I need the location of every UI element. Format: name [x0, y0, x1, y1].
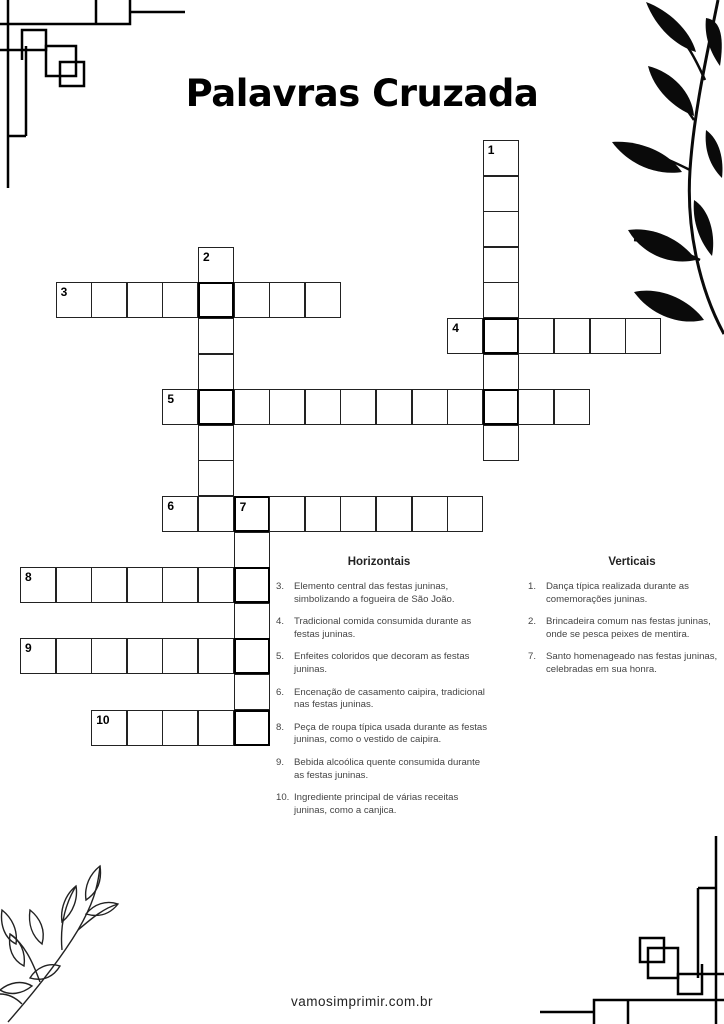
clue-number: 7	[239, 500, 247, 514]
crossword-cell[interactable]	[447, 318, 483, 354]
clue-item	[276, 687, 490, 712]
crossword-cell[interactable]	[127, 638, 163, 674]
clue-number: 5	[167, 392, 175, 407]
crossword-cell[interactable]	[483, 247, 519, 283]
page-title: Palavras Cruzada	[185, 72, 539, 115]
crossword-cell[interactable]	[198, 460, 234, 496]
clue-item-text: Brincadeira comum nas festas juninas, onde se pesca peixes de mentira.	[546, 616, 711, 640]
clue-item-number: 4.	[276, 616, 285, 628]
clue-item-number: 6.	[276, 686, 285, 698]
crossword-cell[interactable]	[590, 318, 626, 354]
clue-item-text: Bebida alcoólica quente consumida durante as festas juninas.	[294, 756, 481, 781]
crossword-cell[interactable]	[269, 496, 305, 532]
crossword-cell[interactable]	[234, 389, 270, 425]
crossword-cell[interactable]	[483, 211, 519, 247]
crossword-cell[interactable]	[56, 567, 92, 603]
clue-item-number: 3.	[276, 581, 285, 592]
crossword-cell[interactable]	[162, 282, 198, 318]
website-footer: vamosimprimir.com.br	[290, 994, 433, 1009]
clue-item	[276, 616, 490, 641]
crossword-cell[interactable]	[127, 710, 163, 746]
crossword-cell[interactable]	[447, 389, 483, 425]
crossword-cell[interactable]	[376, 496, 412, 532]
crossword-cell[interactable]	[198, 282, 234, 318]
clue-item-number: 7.	[528, 651, 537, 663]
clue-number: 9	[25, 641, 32, 656]
crossword-cell[interactable]	[340, 496, 376, 532]
clue-item-text: Elemento central das festas juninas, simbolizando a fogueira de São João.	[294, 581, 455, 605]
crossword-cell[interactable]	[234, 638, 270, 674]
crossword-cell[interactable]	[305, 282, 341, 318]
clue-item-number: 10.	[276, 792, 290, 804]
clue-item	[276, 651, 490, 676]
crossword-cell[interactable]	[554, 389, 590, 425]
clue-item-text: Peça de roupa típica usada durante as festas juninas, como o vestido de caipira.	[294, 721, 488, 746]
crossword-cell[interactable]	[234, 603, 270, 639]
clue-item	[276, 757, 490, 782]
crossword-cell[interactable]	[554, 318, 590, 354]
crossword-cell[interactable]	[269, 282, 305, 318]
crossword-cell[interactable]	[625, 318, 661, 354]
crossword-cell[interactable]	[198, 496, 234, 532]
clue-item-text: Enfeites coloridos que decoram as festas juninas.	[294, 651, 470, 675]
crossword-cell[interactable]	[234, 674, 270, 710]
clue-item-text: Tradicional comida consumida durante as festas juninas.	[294, 616, 472, 640]
crossword-cell[interactable]	[305, 389, 341, 425]
clue-item-text: Dança típica realizada durante as comemorações juninas.	[546, 581, 689, 605]
crossword-cell[interactable]	[376, 389, 412, 425]
crossword-cell[interactable]	[20, 638, 56, 674]
clue-item-text: Santo homenageado nas festas juninas, celebradas em sua honra.	[546, 651, 718, 675]
crossword-cell[interactable]	[162, 710, 198, 746]
crossword-cell[interactable]	[483, 176, 519, 212]
clue-item-number: 2.	[528, 616, 537, 628]
crossword-cell[interactable]	[483, 389, 519, 425]
crossword-cell[interactable]	[518, 389, 554, 425]
crossword-cell[interactable]	[162, 638, 198, 674]
crossword-cell[interactable]	[162, 496, 198, 532]
crossword-cell[interactable]	[198, 247, 234, 283]
clue-number: 3	[60, 285, 68, 300]
crossword-cell[interactable]	[56, 282, 92, 318]
crossword-cell[interactable]	[127, 567, 163, 603]
crossword-cell[interactable]	[91, 710, 127, 746]
clue-number: 6	[167, 499, 175, 513]
crossword-cell[interactable]	[162, 389, 198, 425]
clue-item	[276, 792, 490, 817]
clue-item	[276, 581, 490, 606]
crossword-cell[interactable]	[198, 567, 234, 603]
clue-item	[528, 651, 724, 676]
crossword-cell[interactable]	[412, 496, 448, 532]
clue-item-text: Ingrediente principal de várias receitas juninas, como a canjica.	[294, 792, 459, 816]
crossword-cell[interactable]	[91, 638, 127, 674]
crossword-cell[interactable]	[234, 567, 270, 603]
crossword-cell[interactable]	[340, 389, 376, 425]
clue-item-number: 1.	[528, 581, 537, 592]
crossword-cell[interactable]	[234, 282, 270, 318]
crossword-cell[interactable]	[20, 567, 56, 603]
clue-item	[276, 722, 490, 747]
crossword-cell[interactable]	[198, 318, 234, 354]
crossword-cell[interactable]	[483, 425, 519, 461]
vertical-clues-list	[528, 581, 724, 687]
crossword-cell[interactable]	[91, 282, 127, 318]
vertical-clues-heading: Verticais	[608, 556, 656, 568]
crossword-cell[interactable]	[91, 567, 127, 603]
clue-item-number: 9.	[276, 756, 285, 768]
horizontal-clues-heading: Horizontais	[347, 556, 411, 568]
clue-number: 2	[203, 249, 210, 264]
clue-item-number: 5.	[276, 651, 285, 663]
crossword-cell[interactable]	[447, 496, 483, 532]
clue-item	[528, 581, 724, 606]
crossword-cell[interactable]	[234, 496, 270, 532]
clue-item-number: 8.	[276, 721, 285, 733]
clue-number: 8	[25, 570, 32, 585]
crossword-cell[interactable]	[234, 532, 270, 568]
crossword-cell[interactable]	[198, 638, 234, 674]
clue-item-text: Encenação de casamento caipira, tradicional nas festas juninas.	[294, 686, 485, 711]
crossword-cell[interactable]	[234, 710, 270, 746]
crossword-cell[interactable]	[162, 567, 198, 603]
crossword-cell[interactable]	[269, 389, 305, 425]
clue-number: 1	[487, 143, 495, 157]
crossword-cell[interactable]	[483, 140, 519, 176]
crossword-cell[interactable]	[483, 282, 519, 318]
crossword-cell[interactable]	[198, 389, 234, 425]
crossword-cell[interactable]	[305, 496, 341, 532]
clue-item	[528, 616, 724, 641]
crossword-cell[interactable]	[56, 638, 92, 674]
clue-number: 10	[96, 712, 110, 727]
crossword-cell[interactable]	[198, 425, 234, 461]
crossword-cell[interactable]	[127, 282, 163, 318]
crossword-cell[interactable]	[518, 318, 554, 354]
crossword-cell[interactable]	[198, 710, 234, 746]
crossword-cell[interactable]	[483, 318, 519, 354]
crossword-cell[interactable]	[198, 354, 234, 390]
crossword-cell[interactable]	[483, 354, 519, 390]
crossword-cell[interactable]	[412, 389, 448, 425]
horizontal-clues-list	[276, 581, 490, 827]
clue-number: 4	[452, 321, 459, 335]
